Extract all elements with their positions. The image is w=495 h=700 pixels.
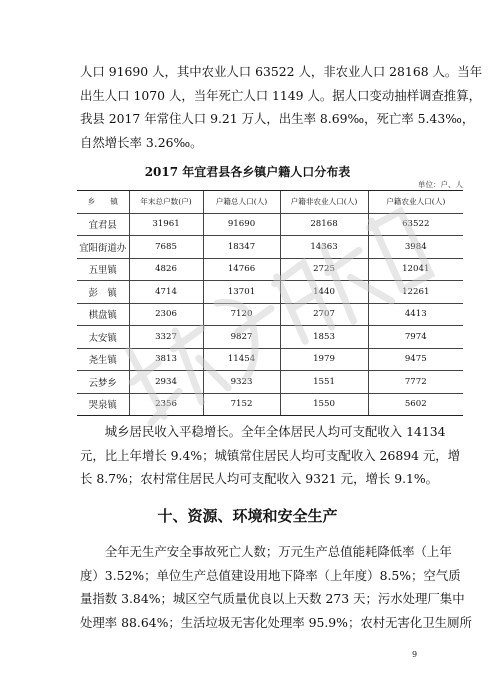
cell-agricultural: 12261 [368,281,463,304]
cell-non-agricultural: 14363 [280,236,368,259]
header-agricultural: 户籍农业人口(人) [368,191,463,214]
cell-households: 31961 [129,213,203,236]
cell-town: 宜阳街道办 [77,236,129,259]
cell-town: 彭 镇 [77,281,129,304]
cell-agricultural: 12041 [368,258,463,281]
cell-town: 哭泉镇 [77,393,129,416]
cell-total-population: 7120 [203,303,280,326]
cell-households: 4714 [129,281,203,304]
cell-agricultural: 5602 [368,393,463,416]
cell-town: 云梦乡 [77,371,129,394]
cell-total-population: 11454 [203,348,280,371]
cell-town: 五里镇 [77,258,129,281]
cell-agricultural: 3984 [368,236,463,259]
cell-non-agricultural: 2707 [280,303,368,326]
text-line: 元，比上年增长 9.4%；城镇常住居民人均可支配收入 26894 元，增 [80,447,461,463]
table-row [77,348,463,371]
cell-town: 太安镇 [77,326,129,349]
cell-town: 棋盘镇 [77,303,129,326]
table-unit: 单位：户、人 [418,180,463,189]
header-non-agricultural: 户籍非农业人口(人) [280,191,368,214]
table-row [77,281,463,304]
cell-agricultural: 9475 [368,348,463,371]
cell-households: 3813 [129,348,203,371]
cell-households: 2356 [129,393,203,416]
text-line: 城乡居民收入平稳增长。全年全体居民人均可支配收入 14134 [80,424,446,439]
table-row [77,303,463,326]
cell-non-agricultural: 1551 [280,371,368,394]
cell-agricultural: 63522 [368,213,463,236]
table-row [77,236,463,259]
paragraph-population [80,60,483,154]
text-line: 长 8.7%；农村常住居民人均可支配收入 9321 元，增长 9.1%。 [80,471,439,487]
table-row [77,393,463,416]
cell-households: 7685 [129,236,203,259]
header-town: 乡 镇 [77,191,129,214]
cell-total-population: 9827 [203,326,280,349]
cell-non-agricultural: 1979 [280,348,368,371]
cell-households: 3327 [129,326,203,349]
table-header-row [77,191,463,214]
cell-non-agricultural: 28168 [280,213,368,236]
text-line: 我县 2017 年常住人口 9.21 万人，出生率 8.69‰，死亡率 5.43‰， [80,111,475,127]
text-line: 自然增长率 3.26‰。 [80,134,203,150]
cell-total-population: 9323 [203,371,280,394]
cell-agricultural: 7974 [368,326,463,349]
cell-households: 2306 [129,303,203,326]
text-line: 量指数 3.84%；城区空气质量优良以上天数 273 天；污水处理厂集中 [80,591,465,607]
cell-total-population: 14766 [203,258,280,281]
paragraph-environment [80,540,472,634]
cell-total-population: 13701 [203,281,280,304]
population-table [77,190,463,416]
table-row [77,326,463,349]
table-row [77,213,463,236]
table-row [77,371,463,394]
cell-town: 尧生镇 [77,348,129,371]
header-total-population: 户籍总人口(人) [203,191,280,214]
cell-non-agricultural: 1853 [280,326,368,349]
text-line: 全年无生产安全事故死亡人数；万元生产总值能耗降低率（上年 [80,544,452,559]
cell-agricultural: 7772 [368,371,463,394]
cell-total-population: 91690 [203,213,280,236]
cell-households: 4826 [129,258,203,281]
text-line: 处理率 88.64%；生活垃圾无害化处理率 95.9%；农村无害化卫生厕所 [80,614,472,630]
page-number: 9 [412,650,418,659]
cell-households: 2934 [129,371,203,394]
header-households: 年末总户数(户) [129,191,203,214]
cell-town: 宜君县 [77,213,129,236]
cell-agricultural: 4413 [368,303,463,326]
text-line: 人口 91690 人，其中农业人口 63522 人，非农业人口 28168 人。当年 [80,64,483,79]
text-line: 度）3.52%；单位生产总值建设用地下降率（上年度）8.5%；空气质 [80,567,461,583]
paragraph-income [80,420,461,491]
cell-non-agricultural: 2725 [280,258,368,281]
table-title: 2017 年宜君县各乡镇户籍人口分布表 [144,165,351,179]
cell-total-population: 7152 [203,393,280,416]
text-line: 出生人口 1070 人，当年死亡人口 1149 人。据人口变动抽样调查推算， [80,87,481,103]
cell-total-population: 18347 [203,236,280,259]
cell-non-agricultural: 1440 [280,281,368,304]
table-row [77,258,463,281]
cell-non-agricultural: 1550 [280,393,368,416]
section-heading: 十、资源、环境和安全生产 [157,507,338,525]
